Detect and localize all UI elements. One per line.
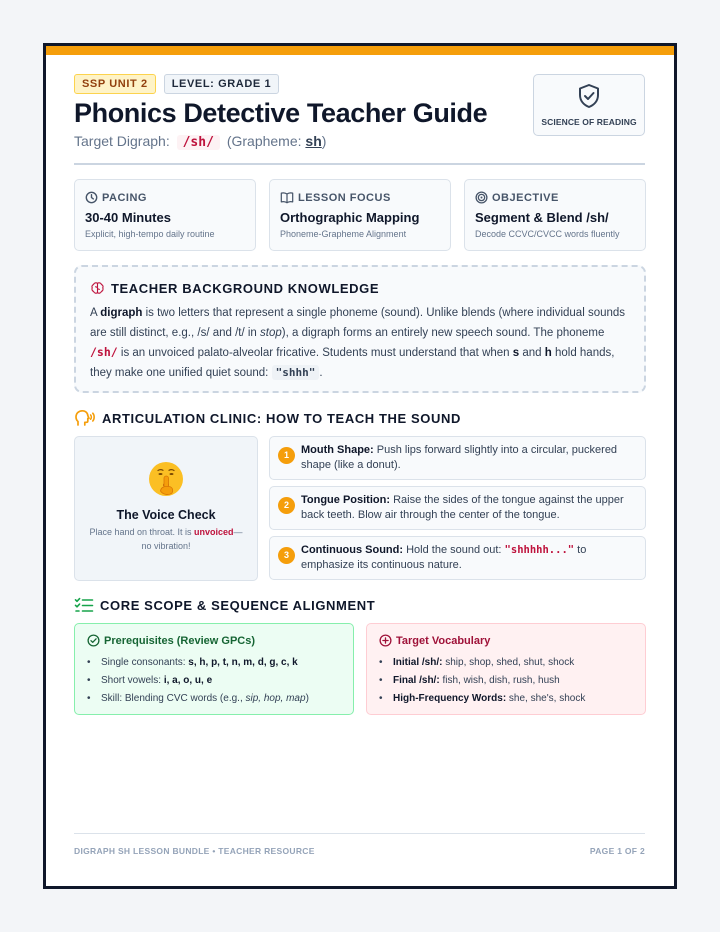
grapheme-value: sh: [305, 133, 322, 149]
sor-label: SCIENCE OF READING: [541, 117, 637, 127]
stat-value: Segment & Blend /sh/: [475, 210, 609, 225]
brain-icon: [90, 281, 105, 296]
step-label: Tongue Position:: [301, 494, 391, 506]
step-label: Mouth Shape:: [301, 444, 374, 456]
page-subtitle: [74, 133, 326, 150]
list-item: • High-Frequency Words: she, she's, shock: [379, 690, 633, 708]
check-circle-icon: [87, 634, 100, 647]
scope-heading: [74, 597, 375, 613]
prerequisites-title: Prerequisites (Review GPCs): [104, 634, 256, 647]
speaking-head-icon: [74, 409, 96, 427]
stat-value: 30-40 Minutes: [85, 210, 171, 225]
phoneme-sh: /sh/: [90, 345, 118, 359]
footer-left: DIGRAPH SH LESSON BUNDLE • TEACHER RESOURCE: [74, 846, 315, 856]
level-badge: LEVEL: GRADE 1: [164, 74, 279, 94]
step-text: Raise the sides of the tongue against the upper back teeth. Blow air through the center of the tongue.: [301, 494, 624, 521]
guide-page: [43, 43, 677, 889]
articulation-step: [269, 436, 646, 480]
voice-check-card: [74, 436, 258, 581]
unvoiced-label: unvoiced: [194, 527, 234, 537]
scope-heading-text: CORE SCOPE & SEQUENCE ALIGNMENT: [100, 597, 376, 613]
header-divider: [74, 163, 645, 165]
book-icon: [280, 191, 294, 204]
vocabulary-title: Target Vocabulary: [396, 634, 491, 647]
stat-sub: Decode CCVC/CVCC words fluently: [475, 229, 620, 239]
page-number: PAGE 1 OF 2: [589, 846, 645, 856]
term-digraph: digraph: [100, 307, 143, 319]
badge-row: [74, 74, 279, 94]
checklist-icon: [74, 597, 94, 613]
step-text: Push lips forward slightly into a circular, puckered shape (like a donut).: [301, 444, 618, 471]
stat-label: LESSON FOCUS: [298, 191, 391, 204]
clock-icon: [85, 191, 98, 204]
step-text: Hold the sound out:: [403, 544, 505, 556]
stat-sub: Phoneme-Grapheme Alignment: [280, 229, 407, 239]
stat-sub: Explicit, high-tempo daily routine: [85, 229, 215, 239]
stat-card-objective: [464, 179, 646, 251]
stat-value: Orthographic Mapping: [280, 210, 420, 225]
voice-check-desc: Place hand on throat. It is unvoiced—no vibration!: [89, 527, 243, 551]
list-item: • Initial /sh/: ship, shop, shed, shut, shock: [379, 654, 633, 672]
prerequisites-box: [74, 623, 354, 715]
articulation-heading-text: ARTICULATION CLINIC: HOW TO TEACH THE SOUND: [102, 410, 461, 426]
step-text: to emphasize its continuous nature.: [301, 544, 587, 571]
stat-label: PACING: [102, 191, 147, 204]
step-label: Continuous Sound:: [301, 544, 404, 556]
example-word: stop: [260, 326, 282, 339]
stat-card-pacing: [74, 179, 256, 251]
articulation-step: [269, 486, 646, 530]
unit-badge: SSP UNIT 2: [74, 74, 156, 94]
vocabulary-box: [366, 623, 646, 715]
grapheme-open: (Grapheme:: [226, 133, 302, 149]
footer-divider: [74, 833, 645, 834]
stat-card-lesson-focus: [269, 179, 451, 251]
list-item: • Short vowels: i, a, o, u, e: [87, 672, 341, 690]
grapheme-close: ): [321, 133, 327, 149]
science-of-reading-badge: [533, 74, 645, 136]
step-number: 2: [278, 497, 295, 514]
step-number: 1: [278, 447, 295, 464]
shield-check-icon: [577, 83, 601, 109]
background-heading: TEACHER BACKGROUND KNOWLEDGE: [111, 281, 380, 296]
sound-code-pill: "shhh": [272, 365, 320, 380]
accent-bar: [46, 46, 674, 55]
page-title: Phonics Detective Teacher Guide: [74, 98, 488, 128]
list-item: • Skill: Blending CVC words (e.g., sip, hop, map): [87, 690, 341, 708]
articulation-step: [269, 536, 646, 580]
plus-circle-icon: [379, 634, 392, 647]
shushing-face-icon: [148, 461, 184, 497]
sound-code: "shhhhh...": [504, 544, 575, 556]
subtitle-prefix: Target Digraph:: [74, 133, 170, 149]
target-icon: [475, 191, 488, 204]
background-knowledge-box: [74, 265, 646, 393]
step-number: 3: [278, 547, 295, 564]
background-text: A digraph is two letters that represent a single phoneme (sound). Unlike blends (where individual sounds are still distinct, e.g., /s/ and /t/ in stop), a digraph forms an entirely new speech sound. The phoneme /sh/ is an unvoiced palato-alveolar fricative. Students must understand that when s and h hold hands, they make one unified quiet sound: "shhh" .: [90, 307, 626, 379]
list-item: • Final /sh/: fish, wish, dish, rush, hush: [379, 672, 633, 690]
stat-label: OBJECTIVE: [492, 191, 559, 204]
voice-check-title: The Voice Check: [116, 508, 216, 522]
articulation-heading: [74, 409, 461, 427]
digraph-chip: /sh/: [177, 135, 220, 150]
list-item: • Single consonants: s, h, p, t, n, m, d, g, c, k: [87, 654, 341, 672]
